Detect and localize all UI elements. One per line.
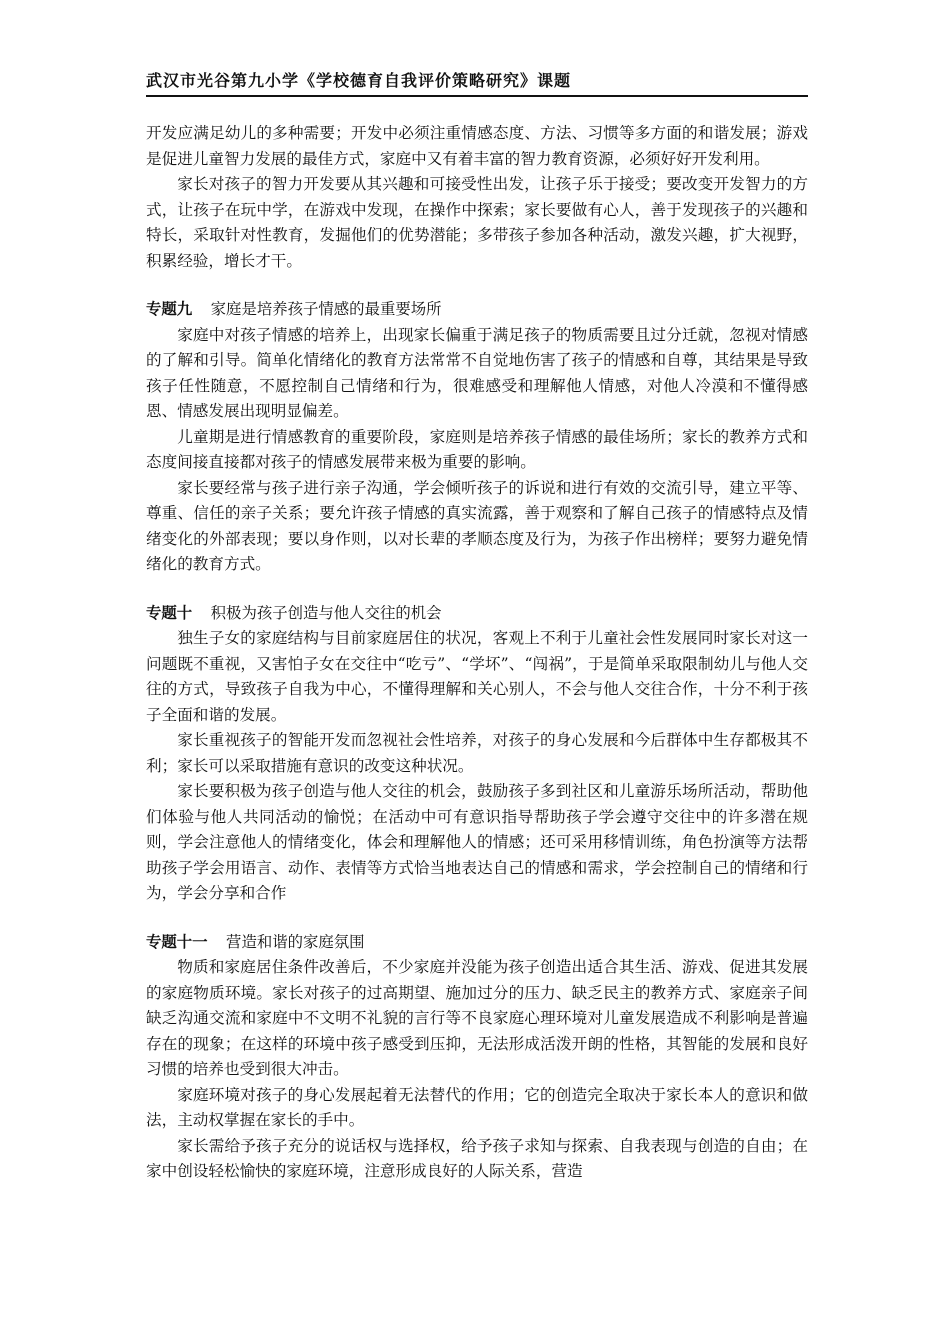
section-title: 积极为孩子创造与他人交往的机会 (210, 603, 442, 622)
section-heading (146, 930, 808, 956)
section-paragraph: 家长重视孩子的智能开发而忽视社会性培养，对孩子的身心发展和今后群体中生存都极其不利；家长可以采取措施有意识的改变这种状况。 (146, 731, 808, 775)
section-topic-11 (146, 930, 808, 1185)
section-paragraph: 物质和家庭居住条件改善后，不少家庭并没能为孩子创造出适合其生活、游戏、促进其发展的家庭物质环境。家长对孩子的过高期望、施加过分的压力、缺乏民主的教养方式、家庭亲子间缺乏沟通交流和家庭中不文明不礼貌的言行等不良家庭心理环境对儿童发展造成不利影响是普遍存在的现象；在这样的环境中孩子感受到压抑，无法形成活泼开朗的性格，其智能的发展和良好习惯的培养也受到很大冲击。 (146, 958, 808, 1078)
section-paragraph: 家庭中对孩子情感的培养上，出现家长偏重于满足孩子的物质需要且过分迁就，忽视对情感的了解和引导。简单化情绪化的教育方法常常不自觉地伤害了孩子的情感和自尊，其结果是导致孩子任性随意，不愿控制自己情绪和行为，很难感受和理解他人情感，对他人冷漠和不懂得感恩、情感发展出现明显偏差。 (146, 325, 808, 420)
section-heading (146, 601, 808, 627)
section-topic-9 (146, 297, 808, 578)
section-topic-10 (146, 601, 808, 907)
section-title: 营造和谐的家庭氛围 (226, 932, 365, 951)
section-number: 专题九 (146, 300, 193, 318)
section-paragraph: 家长要积极为孩子创造与他人交往的机会，鼓励孩子多到社区和儿童游乐场所活动，帮助他们体验与他人共同活动的愉悦；在活动中可有意识指导帮助孩子学会遵守交往中的许多潜在规则，学会注意他人的情绪变化，体会和理解他人的情感；还可采用移情训练，角色扮演等方法帮助孩子学会用语言、动作、表情等方式恰当地表达自己的情感和需求，学会控制自己的情绪和行为，学会分享和合作 (146, 782, 808, 902)
section-paragraph: 家庭环境对孩子的身心发展起着无法替代的作用；它的创造完全取决于家长本人的意识和做法，主动权掌握在家长的手中。 (146, 1085, 808, 1129)
intro-paragraph-1: 开发应满足幼儿的多种需要；开发中必须注重情感态度、方法、习惯等多方面的和谐发展；游戏是促进儿童智力发展的最佳方式，家庭中又有着丰富的智力教育资源，必须好好开发利用。 (146, 124, 808, 168)
section-number: 专题十 (146, 603, 193, 622)
section-title: 家庭是培养孩子情感的最重要场所 (210, 300, 442, 318)
document-page (146, 70, 808, 1185)
section-paragraph: 独生子女的家庭结构与目前家庭居住的状况，客观上不利于儿童社会性发展同时家长对这一问题既不重视，又害怕子女在交往中“吃亏”、“学坏”、“闯祸”，于是简单采取限制幼儿与他人交往的方式，导致孩子自我为中心，不懂得理解和关心别人，不会与他人交往合作，十分不利于孩子全面和谐的发展。 (146, 629, 808, 724)
section-heading (146, 297, 808, 323)
page-header: 武汉市光谷第九小学《学校德育自我评价策略研究》课题 (146, 70, 808, 97)
section-paragraph: 儿童期是进行情感教育的重要阶段，家庭则是培养孩子情感的最佳场所；家长的教养方式和态度间接直接都对孩子的情感发展带来极为重要的影响。 (146, 427, 808, 471)
intro-paragraph-2: 家长对孩子的智力开发要从其兴趣和可接受性出发，让孩子乐于接受；要改变开发智力的方式，让孩子在玩中学，在游戏中发现，在操作中探索；家长要做有心人，善于发现孩子的兴趣和特长，采取针对性教育，发掘他们的优势潜能；多带孩子参加各种活动，激发兴趣，扩大视野，积累经验，增长才干。 (146, 175, 808, 270)
section-paragraph: 家长要经常与孩子进行亲子沟通，学会倾听孩子的诉说和进行有效的交流引导，建立平等、尊重、信任的亲子关系；要允许孩子情感的真实流露，善于观察和了解自己孩子的情感特点及情绪变化的外部表现；要以身作则，以对长辈的孝顺态度及行为，为孩子作出榜样；要努力避免情绪化的教育方式。 (146, 478, 808, 573)
section-number: 专题十一 (146, 932, 208, 951)
document-body (146, 121, 808, 1185)
section-paragraph: 家长需给予孩子充分的说话权与选择权，给予孩子求知与探索、自我表现与创造的自由；在家中创设轻松愉快的家庭环境，注意形成良好的人际关系，营造 (146, 1136, 808, 1180)
